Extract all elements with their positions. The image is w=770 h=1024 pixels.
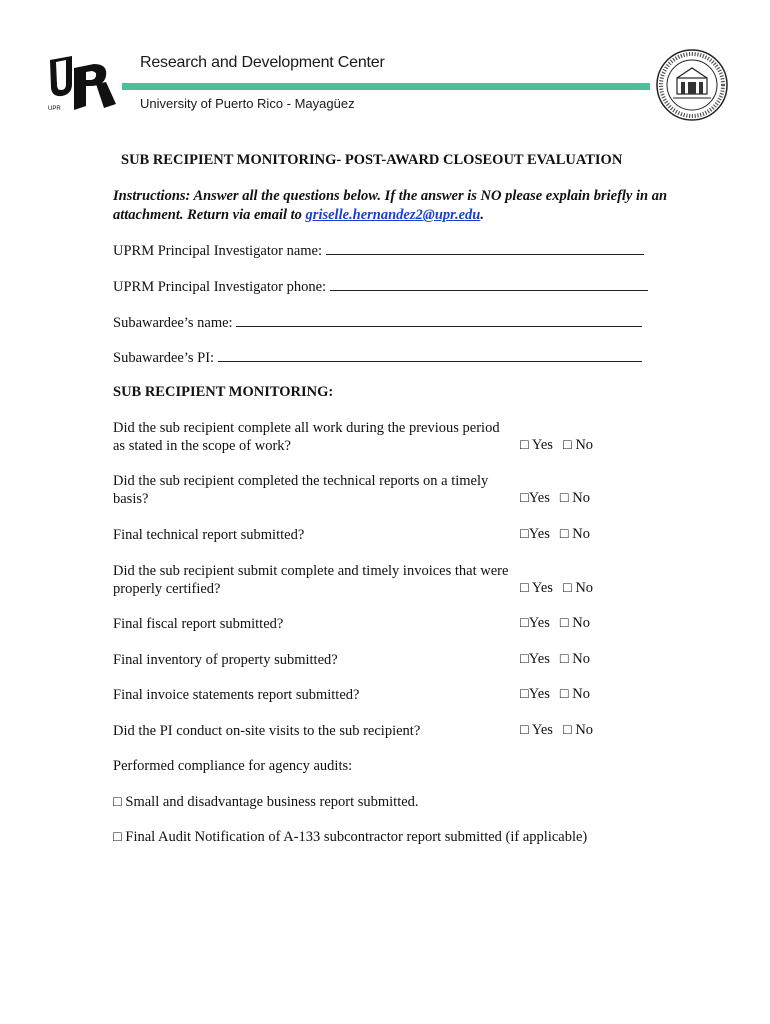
center-name: Research and Development Center — [140, 54, 385, 71]
yes-checkbox[interactable]: □ Yes — [520, 722, 553, 738]
question-text: Did the PI conduct on-site visits to the sub recipient? — [113, 723, 421, 739]
yes-checkbox[interactable]: □Yes — [520, 686, 550, 702]
pi-name-field — [113, 240, 644, 260]
no-checkbox[interactable]: □ No — [559, 490, 590, 506]
subawardee-name-label: Subawardee’s name: — [113, 315, 237, 331]
pi-name-input[interactable] — [326, 240, 644, 255]
answer-options — [520, 651, 590, 668]
upr-logo — [46, 54, 118, 112]
no-checkbox[interactable]: □ No — [562, 437, 594, 453]
section-title: SUB RECIPIENT MONITORING: — [113, 384, 334, 400]
yes-checkbox[interactable]: □ Yes — [520, 580, 553, 596]
compliance-checkbox-a133[interactable]: □ Final Audit Notification of A-133 subcontractor report submitted (if applicable) — [113, 829, 588, 845]
answer-options — [520, 722, 593, 739]
question-text: Final invoice statements report submitted? — [113, 687, 360, 703]
no-checkbox[interactable]: □ No — [562, 722, 594, 738]
subawardee-name-field — [113, 312, 642, 332]
university-seal-icon — [655, 48, 729, 122]
university-name: University of Puerto Rico - Mayagüez — [140, 96, 355, 111]
subawardee-name-input[interactable] — [236, 312, 642, 327]
yes-checkbox[interactable]: □Yes — [520, 526, 550, 542]
answer-options — [520, 580, 593, 597]
question-text: Final technical report submitted? — [113, 527, 305, 543]
no-checkbox[interactable]: □ No — [559, 686, 590, 702]
question-text: Did the sub recipient submit complete and timely invoices that were properly certified? — [113, 563, 509, 597]
pi-phone-input[interactable] — [330, 276, 648, 291]
header-rule — [122, 83, 650, 90]
no-checkbox[interactable]: □ No — [559, 526, 590, 542]
subawardee-pi-label: Subawardee’s PI: — [113, 350, 218, 366]
logo-text: UPR — [48, 106, 61, 112]
no-checkbox[interactable]: □ No — [562, 580, 594, 596]
question-text: Did the sub recipient completed the technical reports on a timely basis? — [113, 473, 489, 507]
answer-options — [520, 437, 593, 454]
form-title: SUB RECIPIENT MONITORING- POST-AWARD CLOSEOUT EVALUATION — [121, 152, 623, 168]
question-text: Final inventory of property submitted? — [113, 652, 338, 668]
email-link[interactable]: griselle.hernandez2@upr.edu — [305, 207, 481, 223]
no-checkbox[interactable]: □ No — [559, 651, 590, 667]
compliance-checkbox-small-business[interactable]: □ Small and disadvantage business report submitted. — [113, 794, 419, 810]
pi-phone-label: UPRM Principal Investigator phone: — [113, 279, 330, 295]
pi-phone-field — [113, 276, 648, 296]
yes-checkbox[interactable]: □ Yes — [520, 437, 553, 453]
instructions-text: Instructions: Answer all the questions below. If the answer is NO please explain briefly in an attachment. Return via email to — [113, 188, 668, 223]
answer-options — [520, 686, 590, 703]
subawardee-pi-field — [113, 347, 642, 367]
instructions — [113, 187, 673, 225]
no-checkbox[interactable]: □ No — [559, 615, 590, 631]
answer-options — [520, 615, 590, 632]
pi-name-label: UPRM Principal Investigator name: — [113, 243, 326, 259]
yes-checkbox[interactable]: □Yes — [520, 651, 550, 667]
yes-checkbox[interactable]: □Yes — [520, 490, 550, 506]
question-text: Did the sub recipient complete all work during the previous period as stated in the scope of work? — [113, 420, 500, 454]
instructions-end: . — [480, 207, 484, 223]
answer-options — [520, 526, 590, 543]
question-text: Final fiscal report submitted? — [113, 616, 284, 632]
yes-checkbox[interactable]: □Yes — [520, 615, 550, 631]
answer-options — [520, 490, 590, 507]
compliance-label: Performed compliance for agency audits: — [113, 758, 353, 774]
subawardee-pi-input[interactable] — [218, 347, 642, 362]
